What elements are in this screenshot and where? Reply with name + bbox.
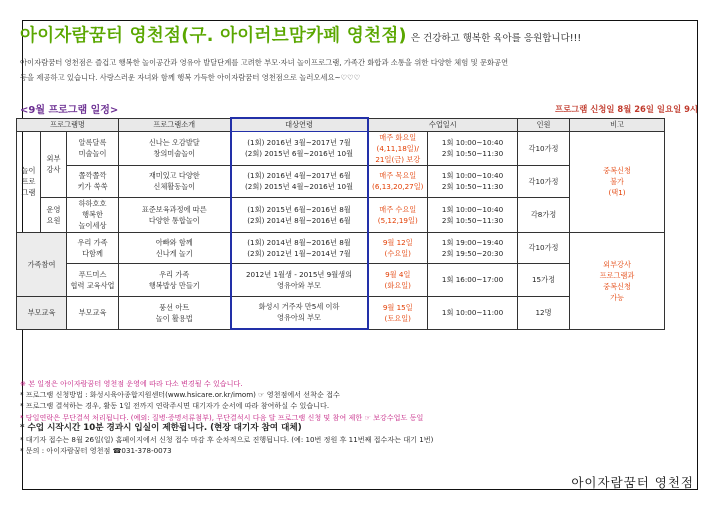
col-header-intro: 프로그램소개	[119, 118, 231, 131]
program-intro: 아빠와 함께 신나게 놀기	[119, 232, 231, 263]
program-time: 1회 16:00~17:00	[428, 263, 518, 296]
col-header-people: 인원	[518, 118, 570, 131]
page-title: 아이자람꿈터 영천점(구. 아이러브맘카페 영천점)	[20, 26, 407, 46]
program-people: 각10가정	[518, 131, 570, 165]
group-label-family: 가족참여	[17, 232, 67, 296]
group-label-play: 놀이 프로 그램	[17, 131, 41, 232]
program-name: 하하호호 행복한 놀이세상	[67, 197, 119, 232]
footer-signature: 아이자람꿈터 영천점	[571, 475, 694, 490]
program-people: 12명	[518, 296, 570, 329]
section-title: <9월 프로그램 일정>	[20, 105, 119, 116]
table-row	[17, 131, 665, 165]
program-age: 2012년 1월생 - 2015년 9월생의 영유아와 부모	[231, 263, 368, 296]
intro-text	[20, 56, 660, 85]
remark-no-duplicate: 중복신청 불가 (택1)	[570, 131, 665, 232]
table-header-row	[17, 118, 665, 131]
program-people: 각10가정	[518, 165, 570, 197]
header	[20, 22, 581, 47]
program-people: 15가정	[518, 263, 570, 296]
note-item: * 프로그램 신청방법 : 화성시육아종합지원센터(www.hsicare.or.kr/imom) ☞ 영천점에서 선착순 접수	[20, 390, 340, 400]
col-header-age: 대상연령	[231, 118, 368, 131]
program-day: 매주 목요일 (6,13,20,27일)	[368, 165, 428, 197]
program-day: 9월 12일 (수요일)	[368, 232, 428, 263]
table-row	[17, 232, 665, 263]
program-intro: 우리 가족 행복밥상 만들기	[119, 263, 231, 296]
intro-line-2: 등을 제공하고 있습니다. 사랑스러운 자녀와 함께 행복 가득한 아이자람꿈터 영천점으로 놀러오세요~♡♡♡	[20, 73, 361, 82]
program-day: 매주 화요일 (4,11,18일)/ 21일(금) 보강	[368, 131, 428, 165]
table-row	[17, 296, 665, 329]
table-row	[17, 263, 665, 296]
program-time: 1회 10:00~10:40 2회 10:50~11:30	[428, 165, 518, 197]
program-name: 알록달록 미술놀이	[67, 131, 119, 165]
col-header-remark: 비고	[570, 118, 665, 131]
program-time: 1회 10:00~10:40 2회 10:50~11:30	[428, 131, 518, 165]
note-item: * 프로그램 결석하는 경우, 활동 1일 전까지 연락주시면 대기자가 순서에 따라 참여하실 수 있습니다.	[20, 401, 330, 411]
apply-date: 프로그램 신청일 8월 26일 일요일 9시	[554, 104, 698, 114]
program-intro: 신나는 오감발달 창의미술놀이	[119, 131, 231, 165]
program-time: 1회 10:00~10:40 2회 10:50~11:30	[428, 197, 518, 232]
program-name: 부모교육	[67, 296, 119, 329]
program-age: (1회) 2014년 8월~2016년 8월 (2회) 2012년 1월~2014년 7월	[231, 232, 368, 263]
program-name: 푸드미스 협력 교육사업	[67, 263, 119, 296]
program-age: (1회) 2016년 4월~2017년 6월 (2회) 2015년 4월~2016년 10월	[231, 165, 368, 197]
program-age: (1회) 2016년 3월~2017년 7월 (2회) 2015년 6월~2016년 10월	[231, 131, 368, 165]
schedule-table	[16, 117, 665, 330]
program-people: 각8가정	[518, 197, 570, 232]
program-day: 9월 4일 (화요일)	[368, 263, 428, 296]
program-age: (1회) 2015년 6월~2016년 8월 (2회) 2014년 8월~2016년 6월	[231, 197, 368, 232]
program-age: 화성시 거주자 만5세 이하 영유아의 부모	[231, 296, 368, 329]
notes	[20, 378, 660, 456]
program-people: 각10가정	[518, 232, 570, 263]
program-intro: 재미있고 다양한 신체활동놀이	[119, 165, 231, 197]
program-time: 1회 19:00~19:40 2회 19:50~20:30	[428, 232, 518, 263]
col-header-datetime: 수업일시	[368, 118, 518, 131]
contact-note: * 문의 : 아이자람꿈터 영천점 ☎031-378-0073	[20, 446, 172, 456]
program-intro: 풍선 아트 놀이 활용법	[119, 296, 231, 329]
program-intro: 표준보육과정에 따른 다양한 통합놀이	[119, 197, 231, 232]
table-row	[17, 197, 665, 232]
note-item: * 수업 시작시간 10분 경과시 입실이 제한됩니다. (현장 대기자 참여 대체)	[20, 422, 302, 433]
sub-label-external: 외부 강사	[41, 131, 67, 197]
remark-duplicate-ok: 외부강사 프로그램과 중복신청 가능	[570, 232, 665, 329]
note-item: * 당일연락은 무단결석 처리됩니다. (예외: 질병·증명서류첨부), 무단결석시 다음 달 프로그램 신청 및 참여 제한 ☞ 보강수업도 동일	[20, 412, 424, 422]
note-item: * 대기자 접수는 8월 26일(일) 홈페이지에서 신청 접수 마감 후 순차적으로 진행됩니다. (예: 10번 정원 후 11번째 접수자는 대기 1번)	[20, 435, 434, 445]
note-item: ※ 본 일정은 아이자람꿈터 영천점 운영에 따라 다소 변경될 수 있습니다.	[20, 379, 243, 388]
col-header-name: 프로그램명	[17, 118, 119, 131]
program-name: 쫄깍쫄깍 키가 쑥쑥	[67, 165, 119, 197]
sub-label-staff: 운영 요원	[41, 197, 67, 232]
title-suffix: 은 건강하고 행복한 육아를 응원합니다!!!	[410, 33, 582, 44]
intro-line-1: 아이자람꿈터 영천점은 즐겁고 행복한 놀이공간과 영유아 발달단계를 고려한 부모·자녀 놀이프로그램, 가족간 화합과 소통을 위한 다양한 체험 및 문화공연	[20, 58, 509, 67]
table-row	[17, 165, 665, 197]
program-time: 1회 10:00~11:00	[428, 296, 518, 329]
program-day: 매주 수요일 (5,12,19일)	[368, 197, 428, 232]
program-name: 우리 가족 다함께	[67, 232, 119, 263]
program-day: 9월 15일 (토요일)	[368, 296, 428, 329]
group-label-parent: 부모교육	[17, 296, 67, 329]
